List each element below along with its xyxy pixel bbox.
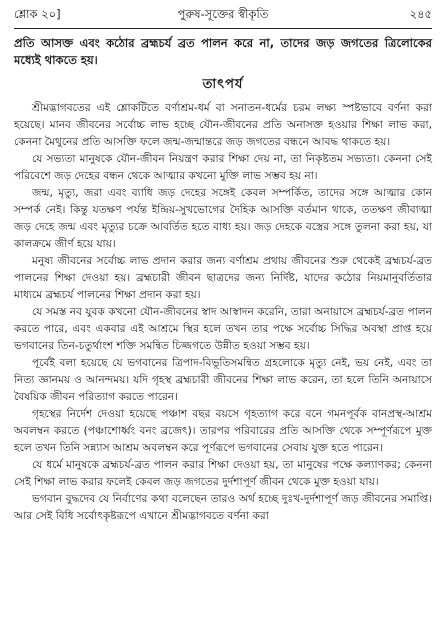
purport-paragraph: যে সমস্ত নব যুবক কখনো যৌন-জীবনের স্বাদ আস্বাদন করেনি, তারা অনায়াসে ব্রহ্মচর্য-ব্রত পালন করতে পারে, এবং একবার এই আশ্রমে স্থির হলে তখন তার পক্ষে সর্বোচ্চ সিদ্ধির অবস্থা প্রাপ্ত হয়ে ভগবানের তিন-চতুর্থাংশ শক্তি সমন্বিত চিজ্জগতে উন্নীত হওয়া সম্ভব হয়। xyxy=(14,306,432,352)
header-verse-number: শ্লোক ২০] xyxy=(14,7,61,21)
purport-paragraph: মনুষ্য জীবনের সর্বোচ্চ লাভ প্রদান করার জন্য বর্ণাশ্রম প্রথায় জীবনের শুরু থেকেই ব্রহ্মচর্য-ব্রত পালনের শিক্ষা দেওয়া হয়। ব্রহ্মচারী জীবন ছাত্রদের জন্য নির্দিষ্ট, যাদের কঠোর নিয়মানুবর্তিতার মাধ্যমে ব্রহ্মচর্য পালনের শিক্ষা প্রদান করা হয়। xyxy=(14,255,432,301)
page-number: ২৪৫ xyxy=(409,7,432,21)
purport-paragraph: ভগবান বুদ্ধদেব যে নির্বাণের কথা বলেছেন তারও অর্থ হচ্ছে দুঃখ-দুর্দশাপূর্ণ জড় জীবনের সমাপ্তি। আর সেই বিধি সর্বোৎকৃষ্টরূপে এখানে শ্রীমদ্ভাগবতে বর্ণনা করা xyxy=(14,493,432,522)
purport-heading: তাৎপর্য xyxy=(202,77,244,92)
verse-translation: প্রতি আসক্ত এবং কঠোর ব্রহ্মচর্য ব্রত পালন করে না, তাদের জড় জগতের ত্রিলোকের মধ্যেই থাকতে হয়। xyxy=(14,36,432,67)
purport-paragraph: শ্রীমদ্ভাগবতের এই শ্লোকটিতে বর্ণাশ্রম-ধর্ম বা সনাতন-ধর্মের চরম লক্ষ্য স্পষ্টভাবে বর্ণনা করা হয়েছে। মানব জীবনের সর্বোচ্চ লাভ হচ্ছে যৌন-জীবনের প্রতি অনাসক্ত হওয়ার শিক্ষা লাভ করা, কেননা মৈথুনের প্রতি আসক্তি ফলে জন্ম-জন্মান্তরে জড় জগতের বন্ধনে আবদ্ধ থাকতে হয়। xyxy=(14,102,432,148)
purport-paragraph: যে ধর্মে মানুষকে ব্রহ্মচর্য-ব্রত পালন করার শিক্ষা দেওয়া হয়, তা মানুষের পক্ষে কল্যাণকর; কেননা সেই শিক্ষা লাভ করার ফলেই কেবল জড় জগতের দুর্দশাপূর্ণ জীবন থেকে মুক্ত হওয়া যায়। xyxy=(14,459,432,488)
purport-paragraph: জন্ম, মৃত্যু, জরা এবং ব্যাধি জড় দেহের সঙ্গেই কেবল সম্পর্কিত, তাদের সঙ্গে আত্মার কোন সম্পর্ক নেই। কিন্তু যতক্ষণ পর্যন্ত ইন্দ্রিয়-সুখভোগের দৈহিক আসক্তি বর্তমান থাকে, ততক্ষণ জীবাত্মা জড় দেহে জন্ম এবং মৃত্যুর চক্রে আবর্তিত হতে বাধ্য হয়। জড় দেহকে বস্ত্রের সঙ্গে তুলনা করা হয়, যা কালক্রমে জীর্ণ হয়ে যায়। xyxy=(14,187,432,250)
purport-paragraph: গৃহস্থের নির্দেশ দেওয়া হয়েছে পঞ্চাশ বছর বয়সে গৃহত্যাগ করে বনে গমনপূর্বক বানপ্রস্থ-আশ্রম অবলম্বন করতে (পঞ্চাশোর্ধ্বং বনং ব্রজেৎ)। তারপর পরিবারের প্রতি আসক্তি থেকে সম্পূর্ণরূপে মুক্ত হলে তখন তিনি সন্ন্যাস আশ্রম অবলম্বন করে পূর্ণরূপে ভগবানের সেবায় যুক্ত হতে পারেন। xyxy=(14,408,432,454)
header-chapter-title: পুরুষ-সূক্তের স্বীকৃতি xyxy=(177,7,269,21)
purport-paragraph: পূর্বেই বলা হয়েছে যে ভগবানের ত্রিপাদ-বিভূতিসমন্বিত গ্রহলোকে মৃত্যু নেই, ভয় নেই, এবং তা নিত্য জ্ঞানময় ও আনন্দময়। যদি গৃহস্থ ব্রহ্মচারী জীবনের শিক্ষা লাভ করেন, তা হলে তিনি অনায়াসে বৈষয়িক জীবন পরিত্যাগ করতে পারেন। xyxy=(14,357,432,403)
purport-paragraph: যে সভ্যতা মানুষকে যৌন-জীবন নিয়ন্ত্রণ করার শিক্ষা দেয় না, তা নিকৃষ্টতম সভ্যতা। কেননা সেই পরিবেশে জড় দেহের বন্ধন থেকে আত্মার কখনো মুক্তি লাভ সম্ভব হয় না। xyxy=(14,153,432,182)
book-page xyxy=(14,6,432,632)
running-header xyxy=(14,6,432,29)
